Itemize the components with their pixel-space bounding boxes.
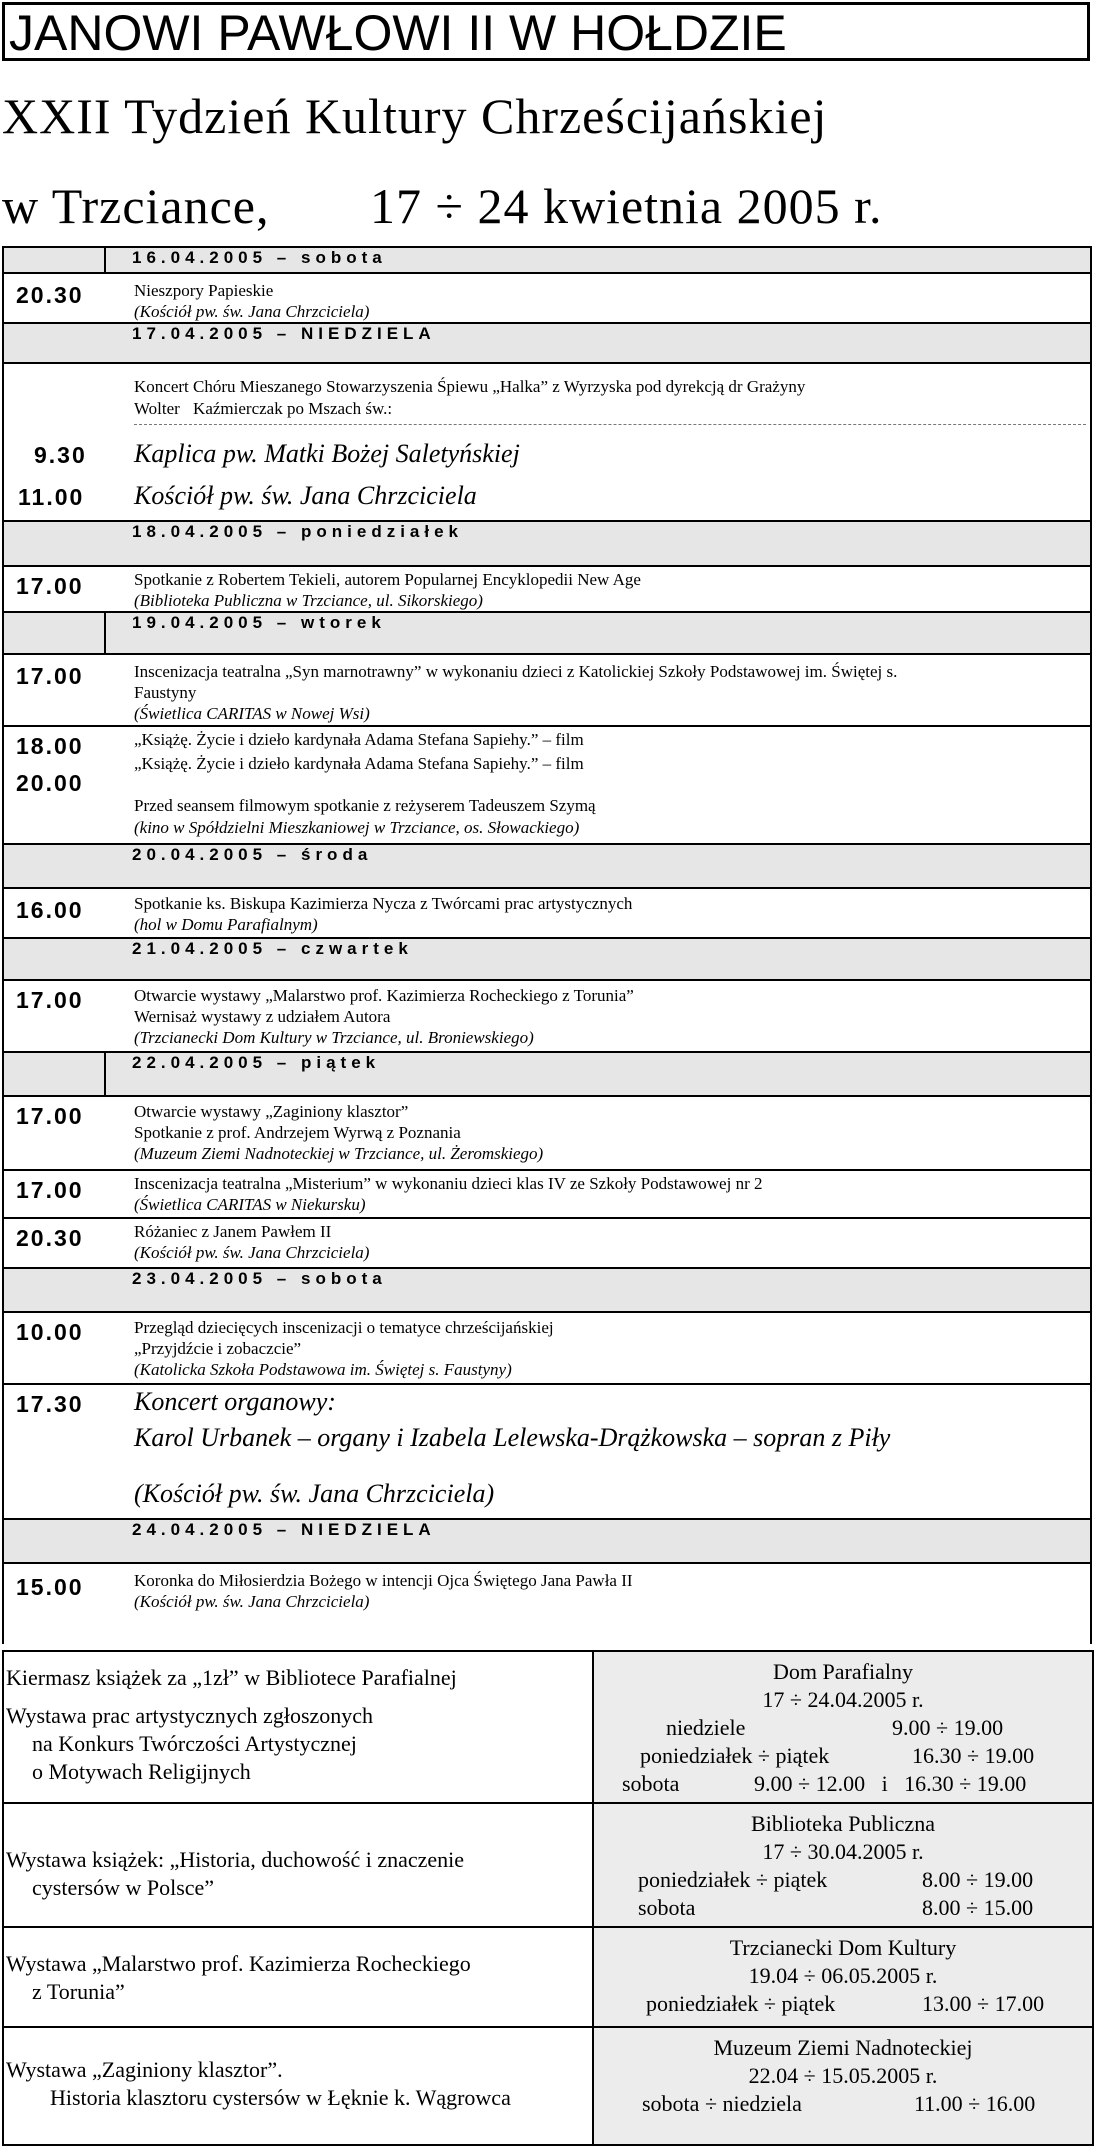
event-title: Koncert Chóru Mieszanego Stowarzyszenia Śpiewu „Halka” z Wyrzyska pod dyrekcją dr Grażyny [134,377,806,396]
hours-time: 13.00 ÷ 17.00 [922,1991,1045,2016]
event-row [4,727,1090,845]
day-label: 19.04.2005 – wtorek [132,613,386,632]
event-performers: Karol Urbanek – organy i Izabela Lelewska-Drążkowska – sopran z Piły [134,1423,891,1452]
event-title: Różaniec z Janem Pawłem II [134,1222,332,1241]
event-subtitle: XXII Tydzień Kultury Chrześcijańskiej [2,88,828,144]
hours-label: niedziele [666,1715,746,1740]
event-title: Koncert organowy: [134,1387,336,1416]
event-place: (Świetlica CARITAS w Niekursku) [134,1195,366,1214]
day-header-16 [4,248,1090,274]
exhibition-description [4,1652,594,1802]
event-place: (kino w Spółdzielni Mieszkaniowej w Trzciance, os. Słowackiego) [134,818,580,837]
venue-hours [594,2028,1092,2144]
event-row [4,1313,1090,1385]
event-place: (hol w Domu Parafialnym) [134,915,318,934]
venue-hours [594,1804,1092,1926]
event-place: w Trzciance, [2,178,270,234]
exhibition-title: Historia klasztoru cystersów w Łęknie k. Wągrowca [50,2085,511,2110]
event-time: 17.00 [16,1103,84,1129]
event-title: Nieszpory Papieskie [134,281,274,300]
event-row [4,1171,1090,1219]
exhibition-description [4,1804,594,1926]
exhibition-description [4,2028,594,2144]
event-title: Inscenizacja teatralna „Misterium” w wykonaniu dzieci klas IV ze Szkoły Podstawowej nr 2 [134,1174,763,1193]
title-box [2,2,1090,61]
event-place: (Trzcianecki Dom Kultury w Trzciance, ul. Broniewskiego) [134,1028,534,1047]
venue-dates: 17 ÷ 30.04.2005 r. [762,1839,924,1864]
event-row [4,1564,1090,1644]
event-place: (Kościół pw. św. Jana Chrzciciela) [134,1592,370,1611]
event-place-dates [2,178,883,234]
event-time: 18.00 [16,733,84,759]
venue-hours [594,1652,1092,1802]
exhibition-row [4,2028,1092,2144]
event-row [4,981,1090,1053]
hours-label: poniedziałek ÷ piątek [646,1991,836,2016]
hours-label: poniedziałek ÷ piątek [638,1867,828,1892]
exhibition-description [4,1928,594,2026]
header-divider [104,248,106,272]
event-title: Otwarcie wystawy „Malarstwo prof. Kazimierza Rocheckiego z Torunia” [134,986,634,1005]
event-title: Spotkanie ks. Biskupa Kazimierza Nycza z Twórcami prac artystycznych [134,894,633,913]
day-label: 23.04.2005 – sobota [132,1269,387,1288]
event-place: Kaplica pw. Matki Bożej Saletyńskiej [134,439,520,468]
event-place: (Kościół pw. św. Jana Chrzciciela) [134,302,370,321]
event-title: Faustyny [134,683,197,702]
event-time: 20.00 [16,770,84,796]
venue-dates: 22.04 ÷ 15.05.2005 r. [748,2063,938,2088]
exhibition-row [4,1804,1092,1928]
exhibitions-table [2,1650,1094,2146]
event-time: 15.00 [16,1574,84,1600]
event-row [4,274,1090,324]
day-label: 16.04.2005 – sobota [132,248,387,267]
hours-label: poniedziałek ÷ piątek [640,1743,830,1768]
day-label: 20.04.2005 – środa [132,845,373,864]
event-time: 10.00 [16,1319,84,1345]
exhibition-title: cystersów w Polsce” [32,1875,215,1900]
exhibition-title: o Motywach Religijnych [32,1759,251,1784]
day-header-20 [4,845,1090,889]
event-row [4,889,1090,939]
event-time: 17.00 [16,1177,84,1203]
day-label: 22.04.2005 – piątek [132,1053,381,1072]
event-time: 11.00 [18,484,85,510]
hours-time: 8.00 ÷ 15.00 [922,1895,1034,1920]
event-title: Koronka do Miłosierdzia Bożego w intencji Ojca Świętego Jana Pawła II [134,1571,633,1590]
event-time: 17.00 [16,987,84,1013]
exhibition-title: Wystawa „Zaginiony klasztor”. [6,2057,283,2082]
exhibition-row [4,1652,1092,1804]
venue-name: Dom Parafialny [773,1659,913,1684]
day-label: 17.04.2005 – NIEDZIELA [132,324,436,343]
event-row [4,567,1090,613]
event-time: 9.30 [34,442,87,468]
event-row [4,655,1090,727]
page-title: JANOWI PAWŁOWI II W HOŁDZIE [9,5,787,61]
event-row [4,1385,1090,1520]
hours-time: 16.30 ÷ 19.00 [912,1743,1035,1768]
event-time: 17.00 [16,663,84,689]
day-header-23 [4,1269,1090,1313]
venue-name: Biblioteka Publiczna [751,1811,935,1836]
day-header-24 [4,1520,1090,1564]
exhibition-title: Wystawa książek: „Historia, duchowość i znaczenie [6,1847,465,1872]
day-header-22 [4,1053,1090,1097]
event-place: (Katolicka Szkoła Podstawowa im. Świętej s. Faustyny) [134,1360,512,1379]
event-title: „Książę. Życie i dzieło kardynała Adama Stefana Sapiehy.” – film [134,754,584,773]
event-title: Inscenizacja teatralna „Syn marnotrawny” w wykonaniu dzieci z Katolickiej Szkoły Podstawowej im. Świętej s. [134,662,898,681]
event-time: 20.30 [16,1225,84,1251]
header-divider [104,1053,106,1095]
venue-dates: 17 ÷ 24.04.2005 r. [762,1687,924,1712]
event-time: 17.00 [16,573,84,599]
hours-label: sobota ÷ niedziela [642,2091,802,2116]
exhibition-title: Kiermasz książek za „1zł” w Bibliotece Parafialnej [6,1665,457,1690]
venue-dates: 19.04 ÷ 06.05.2005 r. [748,1963,938,1988]
venue-name: Muzeum Ziemi Nadnoteckiej [713,2035,973,2060]
exhibition-title: Wystawa prac artystycznych zgłoszonych [6,1703,374,1728]
event-title: Przegląd dziecięcych inscenizacji o tematyce chrześcijańskiej [134,1318,554,1337]
event-note: Przed seansem filmowym spotkanie z reżyserem Tadeuszem Szymą [134,796,596,815]
event-row [4,364,1090,522]
event-title: Wolter Kaźmierczak po Mszach św.: [134,399,393,418]
event-dates: 17 ÷ 24 kwietnia 2005 r. [370,178,883,234]
exhibition-title: z Torunia” [32,1979,125,2004]
event-title: Otwarcie wystawy „Zaginiony klasztor” [134,1102,409,1121]
day-label: 21.04.2005 – czwartek [132,939,413,958]
event-row [4,1097,1090,1171]
hours-label: sobota [638,1895,696,1920]
event-row [4,1219,1090,1269]
hours-time: 11.00 ÷ 16.00 [914,2091,1036,2116]
hours-label: sobota [622,1771,680,1796]
event-place: (Kościół pw. św. Jana Chrzciciela) [134,1479,495,1508]
event-title: „Przyjdźcie i zobaczcie” [134,1339,302,1358]
exhibition-row [4,1928,1092,2028]
day-header-19 [4,613,1090,655]
venue-name: Trzcianecki Dom Kultury [729,1935,957,1960]
hours-time: 9.00 ÷ 19.00 [892,1715,1004,1740]
exhibition-title: Wystawa „Malarstwo prof. Kazimierza Rocheckiego [6,1951,471,1976]
event-title: „Książę. Życie i dzieło kardynała Adama Stefana Sapiehy.” – film [134,730,584,749]
event-place: (Świetlica CARITAS w Nowej Wsi) [134,704,370,723]
event-title: Wernisaż wystawy z udziałem Autora [134,1007,391,1026]
event-place: (Kościół pw. św. Jana Chrzciciela) [134,1243,370,1262]
day-header-17 [4,324,1090,364]
schedule-table [2,246,1092,1644]
day-label: 18.04.2005 – poniedziałek [132,522,464,541]
event-time: 16.00 [16,897,84,923]
venue-hours [594,1928,1092,2026]
day-label: 24.04.2005 – NIEDZIELA [132,1520,436,1539]
hours-time: 9.00 ÷ 12.00 i 16.30 ÷ 19.00 [754,1771,1027,1796]
event-time: 17.30 [16,1391,84,1417]
header-divider [104,613,106,653]
divider [134,424,1086,425]
event-time: 20.30 [16,282,84,308]
event-title: Spotkanie z prof. Andrzejem Wyrwą z Poznania [134,1123,461,1142]
hours-time: 8.00 ÷ 19.00 [922,1867,1034,1892]
event-place: (Muzeum Ziemi Nadnoteckiej w Trzciance, ul. Żeromskiego) [134,1144,544,1163]
exhibition-title: na Konkurs Twórczości Artystycznej [32,1731,357,1756]
event-title: Spotkanie z Robertem Tekieli, autorem Popularnej Encyklopedii New Age [134,570,641,589]
day-header-18 [4,522,1090,567]
event-place: Kościół pw. św. Jana Chrzciciela [134,481,477,510]
event-place: (Biblioteka Publiczna w Trzciance, ul. Sikorskiego) [134,591,483,610]
day-header-21 [4,939,1090,981]
